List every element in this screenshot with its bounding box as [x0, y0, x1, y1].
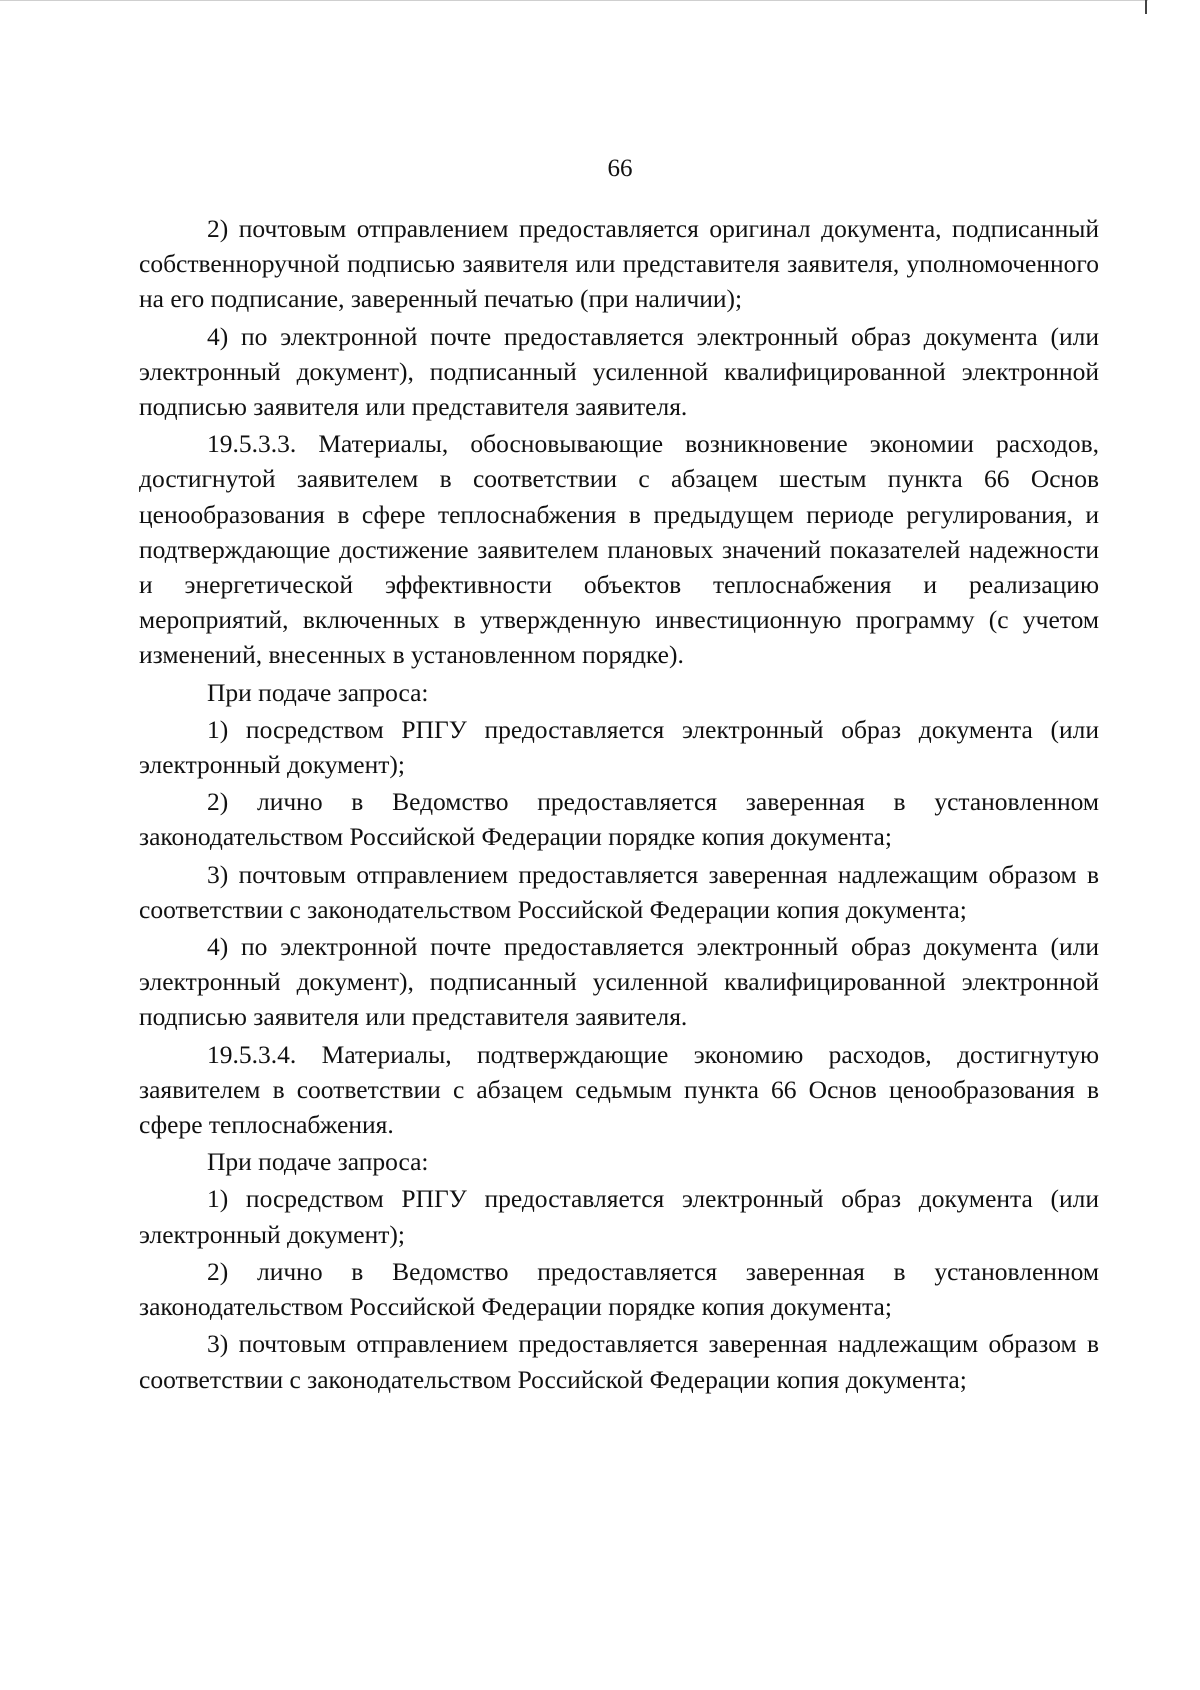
paragraph-item-2-in-person: 2) лично в Ведомство предоставляется заверенная в установленном законодательством Российской Федерации порядке копия документа;: [139, 1256, 1099, 1322]
paragraph-request-submission: При подаче запроса:: [207, 677, 429, 707]
scan-edge-top: [0, 0, 1148, 1]
paragraph-item-1-rpgu: 1) посредством РПГУ предоставляется электронный образ документа (или электронный документ);: [139, 1184, 1099, 1249]
paragraph-item-2-postal-original: 2) почтовым отправлением предоставляется оригинал документа, подписанный собственноручной подписью заявителя или представителя заявителя, уполномоченного на его подписание, заверенный печатью (при наличии);: [139, 214, 1099, 314]
paragraph-item-3-postal: 3) почтовым отправлением предоставляется заверенная надлежащим образом в соответствии с законодательством Российской Федерации копия документа;: [139, 1329, 1099, 1394]
paragraph-request-submission: При подаче запроса:: [207, 1147, 429, 1177]
paragraph-item-4-email: 4) по электронной почте предоставляется электронный образ документа (или электронный документ), подписанный усиленной квалифицированной электронной подписью заявителя или представителя заявителя.: [139, 932, 1099, 1032]
paragraph-item-2-in-person: 2) лично в Ведомство предоставляется заверенная в установленном законодательством Российской Федерации порядке копия документа;: [139, 787, 1099, 852]
paragraph-item-1-rpgu: 1) посредством РПГУ предоставляется электронный образ документа (или электронный документ);: [139, 714, 1099, 780]
scan-edge-right: [1145, 0, 1147, 14]
paragraph-19-5-3-4: 19.5.3.4. Материалы, подтверждающие экономию расходов, достигнутую заявителем в соответствии с абзацем седьмым пункта 66 Основ ценообразования в сфере теплоснабжения.: [139, 1039, 1099, 1140]
paragraph-19-5-3-3: 19.5.3.3. Материалы, обосновывающие возникновение экономии расходов, достигнутой заявителем в соответствии с абзацем шестым пункта 66 Основ ценообразования в сфере теплоснабжения в предыдущем периоде регулирования, и подтверждающие достижение заявителем плановых значений показателей надежности и энергетической эффективности объектов теплоснабжения и реализацию мероприятий, включенных в утвержденную инвестиционную программу (с учетом изменений, внесенных в установленном порядке).: [139, 429, 1099, 670]
paragraph-item-4-email: 4) по электронной почте предоставляется электронный образ документа (или электронный документ), подписанный усиленной квалифицированной электронной подписью заявителя или представителя заявителя.: [139, 321, 1099, 422]
document-body: [139, 211, 1099, 1399]
paragraph-item-3-postal: 3) почтовым отправлением предоставляется заверенная надлежащим образом в соответствии с законодательством Российской Федерации копия документа;: [139, 859, 1099, 924]
page-number: 66: [607, 155, 633, 182]
